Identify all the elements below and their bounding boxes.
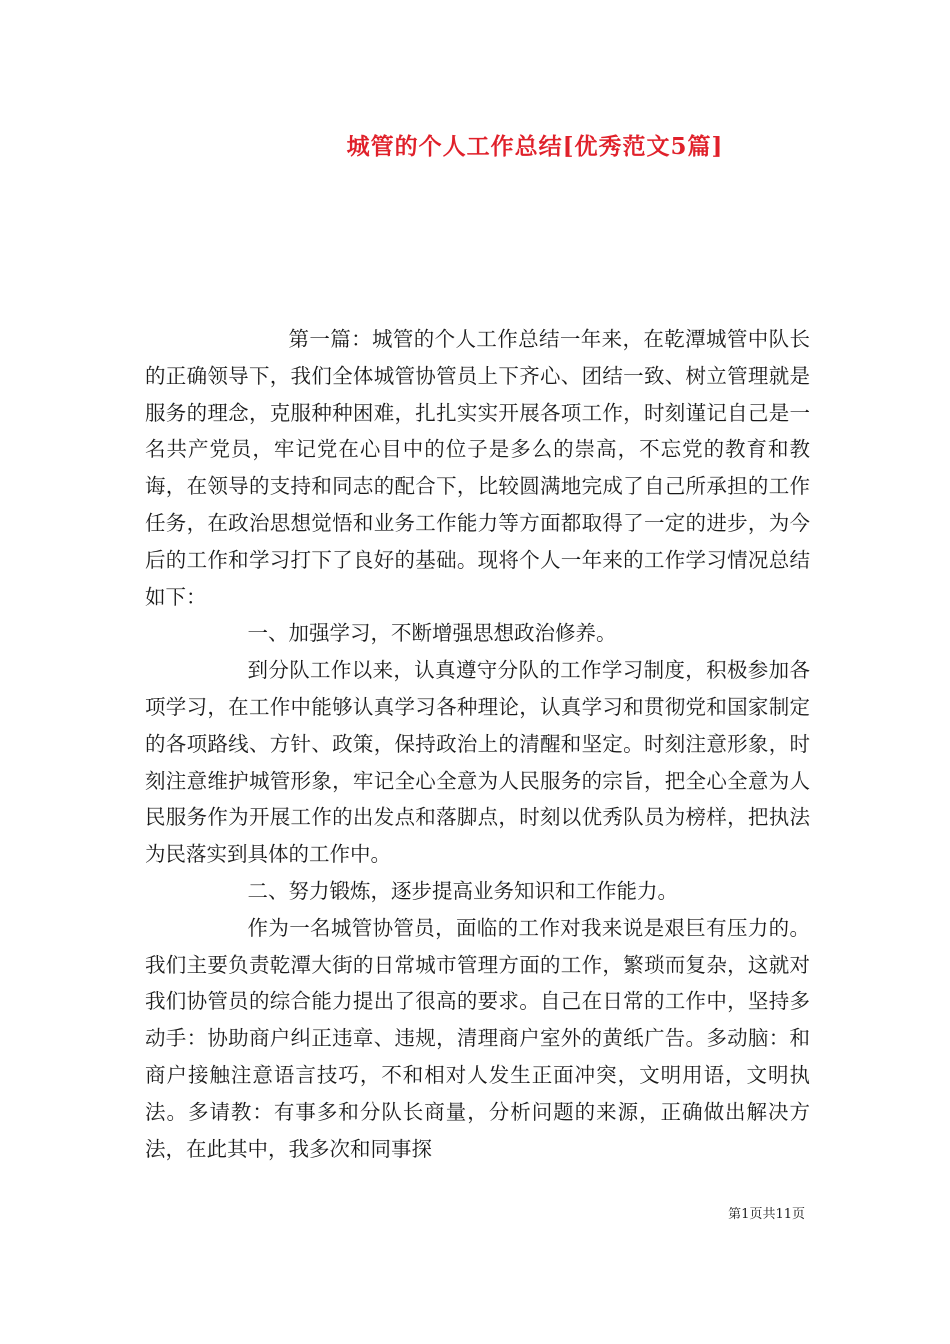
- paragraph-section-1: 到分队工作以来，认真遵守分队的工作学习制度，积极参加各项学习，在工作中能够认真学习各种理论，认真学习和贯彻党和国家制定的各项路线、方针、政策，保持政治上的清醒和坚定。时刻注意形象，时刻注意维护城管形象，牢记全心全意为人民服务的宗旨，把全心全意为人民服务作为开展工作的出发点和落脚点，时刻以优秀队员为榜样，把执法为民落实到具体的工作中。: [145, 658, 810, 867]
- paragraph-intro: 第一篇：城管的个人工作总结一年来，在乾潭城管中队长的正确领导下，我们全体城管协管员上下齐心、团结一致、树立管理就是服务的理念，克服种种困难，扎扎实实开展各项工作，时刻谨记自己是一名共产党员，牢记党在心目中的位子是多么的崇高，不忘党的教育和教诲，在领导的支持和同志的配合下，比较圆满地完成了自己所承担的工作任务，在政治思想觉悟和业务工作能力等方面都取得了一定的进步，为今后的工作和学习打下了良好的基础。现将个人一年来的工作学习情况总结如下：: [145, 327, 810, 609]
- document-body: [145, 321, 810, 1167]
- section-heading-2: 二、努力锻炼，逐步提高业务知识和工作能力。: [247, 878, 678, 903]
- section-heading-1: 一、加强学习，不断增强思想政治修养。: [247, 621, 617, 646]
- paragraph-section-2: 作为一名城管协管员，面临的工作对我来说是艰巨有压力的。我们主要负责乾潭大街的日常城市管理方面的工作，繁琐而复杂，这就对我们协管员的综合能力提出了很高的要求。自己在日常的工作中，坚持多动手：协助商户纠正违章、违规，清理商户室外的黄纸广告。多动脑：和商户接触注意语言技巧，不和相对人发生正面冲突，文明用语，文明执法。多请教：有事多和分队长商量，分析问题的来源，正确做出解决方法，在此其中，我多次和同事探: [145, 915, 810, 1161]
- document-title: 城管的个人工作总结[优秀范文5篇]: [346, 133, 724, 160]
- page-number-footer: 第1页共11页: [728, 1207, 805, 1222]
